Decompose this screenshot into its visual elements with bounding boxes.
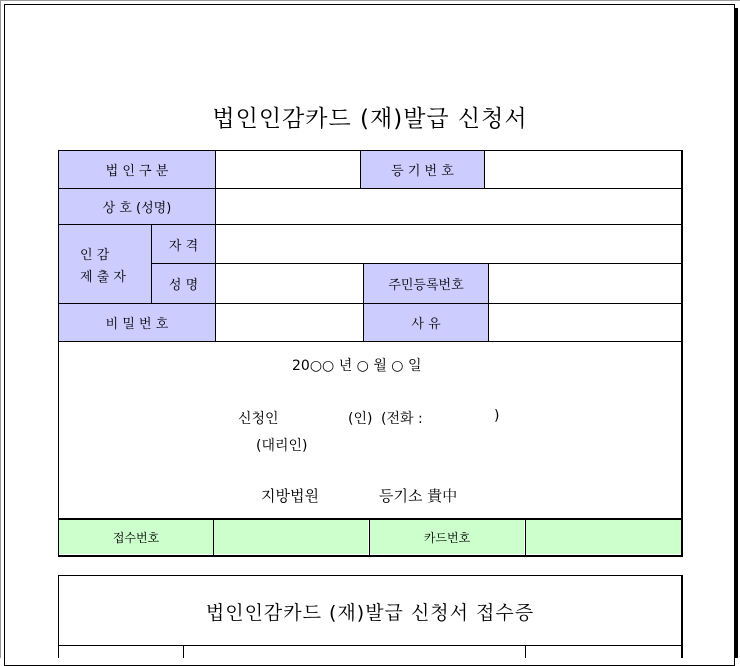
receipt-border-top [58, 575, 682, 576]
grid-line [525, 645, 526, 658]
resident-no-label: 주민등록번호 [364, 264, 488, 303]
seal-submitter-label-line2: 제 출 자 [80, 270, 126, 285]
seal-mark: (인) [348, 411, 373, 427]
reg-no-field[interactable] [485, 151, 681, 188]
receipt-title: 법인인감카드 (재)발급 신청서 접수증 [205, 602, 535, 624]
agent-label: (대리인) [256, 438, 308, 454]
reason-label: 사 유 [364, 304, 488, 341]
phone-label: (전화 : [381, 411, 423, 427]
corp-type-field[interactable] [216, 151, 360, 188]
application-date: 20○○ 년 ○ 월 ○ 일 [292, 358, 422, 374]
table-border-bottom [58, 555, 683, 557]
seal-submitter-label-line1: 인 감 [80, 248, 110, 263]
qualification-field[interactable] [216, 225, 681, 263]
receipt-no-label: 접수번호 [59, 520, 213, 554]
table-border-right [681, 150, 683, 556]
name-label: 성 명 [152, 264, 215, 303]
table-border-top [58, 150, 683, 151]
grid-line [369, 519, 370, 556]
grid-line [151, 224, 152, 303]
grid-line [183, 645, 184, 658]
grid-line [488, 263, 489, 341]
card-no-field[interactable] [526, 520, 681, 554]
grid-line [525, 519, 526, 556]
card-no-label: 카드번호 [370, 520, 524, 554]
grid-line [215, 150, 216, 188]
name-field[interactable] [216, 264, 363, 303]
grid-line [58, 645, 682, 646]
applicant-label: 신청인 [238, 411, 279, 427]
grid-line [58, 188, 682, 189]
table-border-left [58, 150, 59, 556]
resident-no-field[interactable] [489, 264, 681, 303]
grid-line [213, 519, 214, 556]
corp-type-label: 법 인 구 분 [59, 151, 215, 188]
registry-label: 등기소 貴中 [379, 487, 458, 505]
grid-line [58, 303, 682, 304]
form-title: 법인인감카드 (재)발급 신청서 [212, 106, 528, 132]
grid-line [363, 263, 364, 341]
grid-line [484, 150, 485, 188]
grid-line [360, 150, 361, 188]
grid-line [151, 263, 682, 264]
seal-submitter-label [59, 225, 151, 303]
grid-line [215, 188, 216, 341]
receipt-no-field[interactable] [214, 520, 368, 554]
password-field[interactable] [216, 304, 363, 341]
reason-field[interactable] [489, 304, 681, 341]
grid-line [58, 518, 682, 520]
password-label: 비 밀 번 호 [59, 304, 215, 341]
grid-line [58, 341, 682, 342]
phone-close: ) [494, 408, 500, 424]
trade-name-label: 상 호 (성명) [59, 189, 215, 224]
trade-name-field[interactable] [216, 189, 681, 224]
qualification-label: 자 격 [152, 225, 215, 263]
reg-no-label: 등 기 번 호 [361, 151, 484, 188]
court-label: 지방법원 [261, 487, 319, 505]
